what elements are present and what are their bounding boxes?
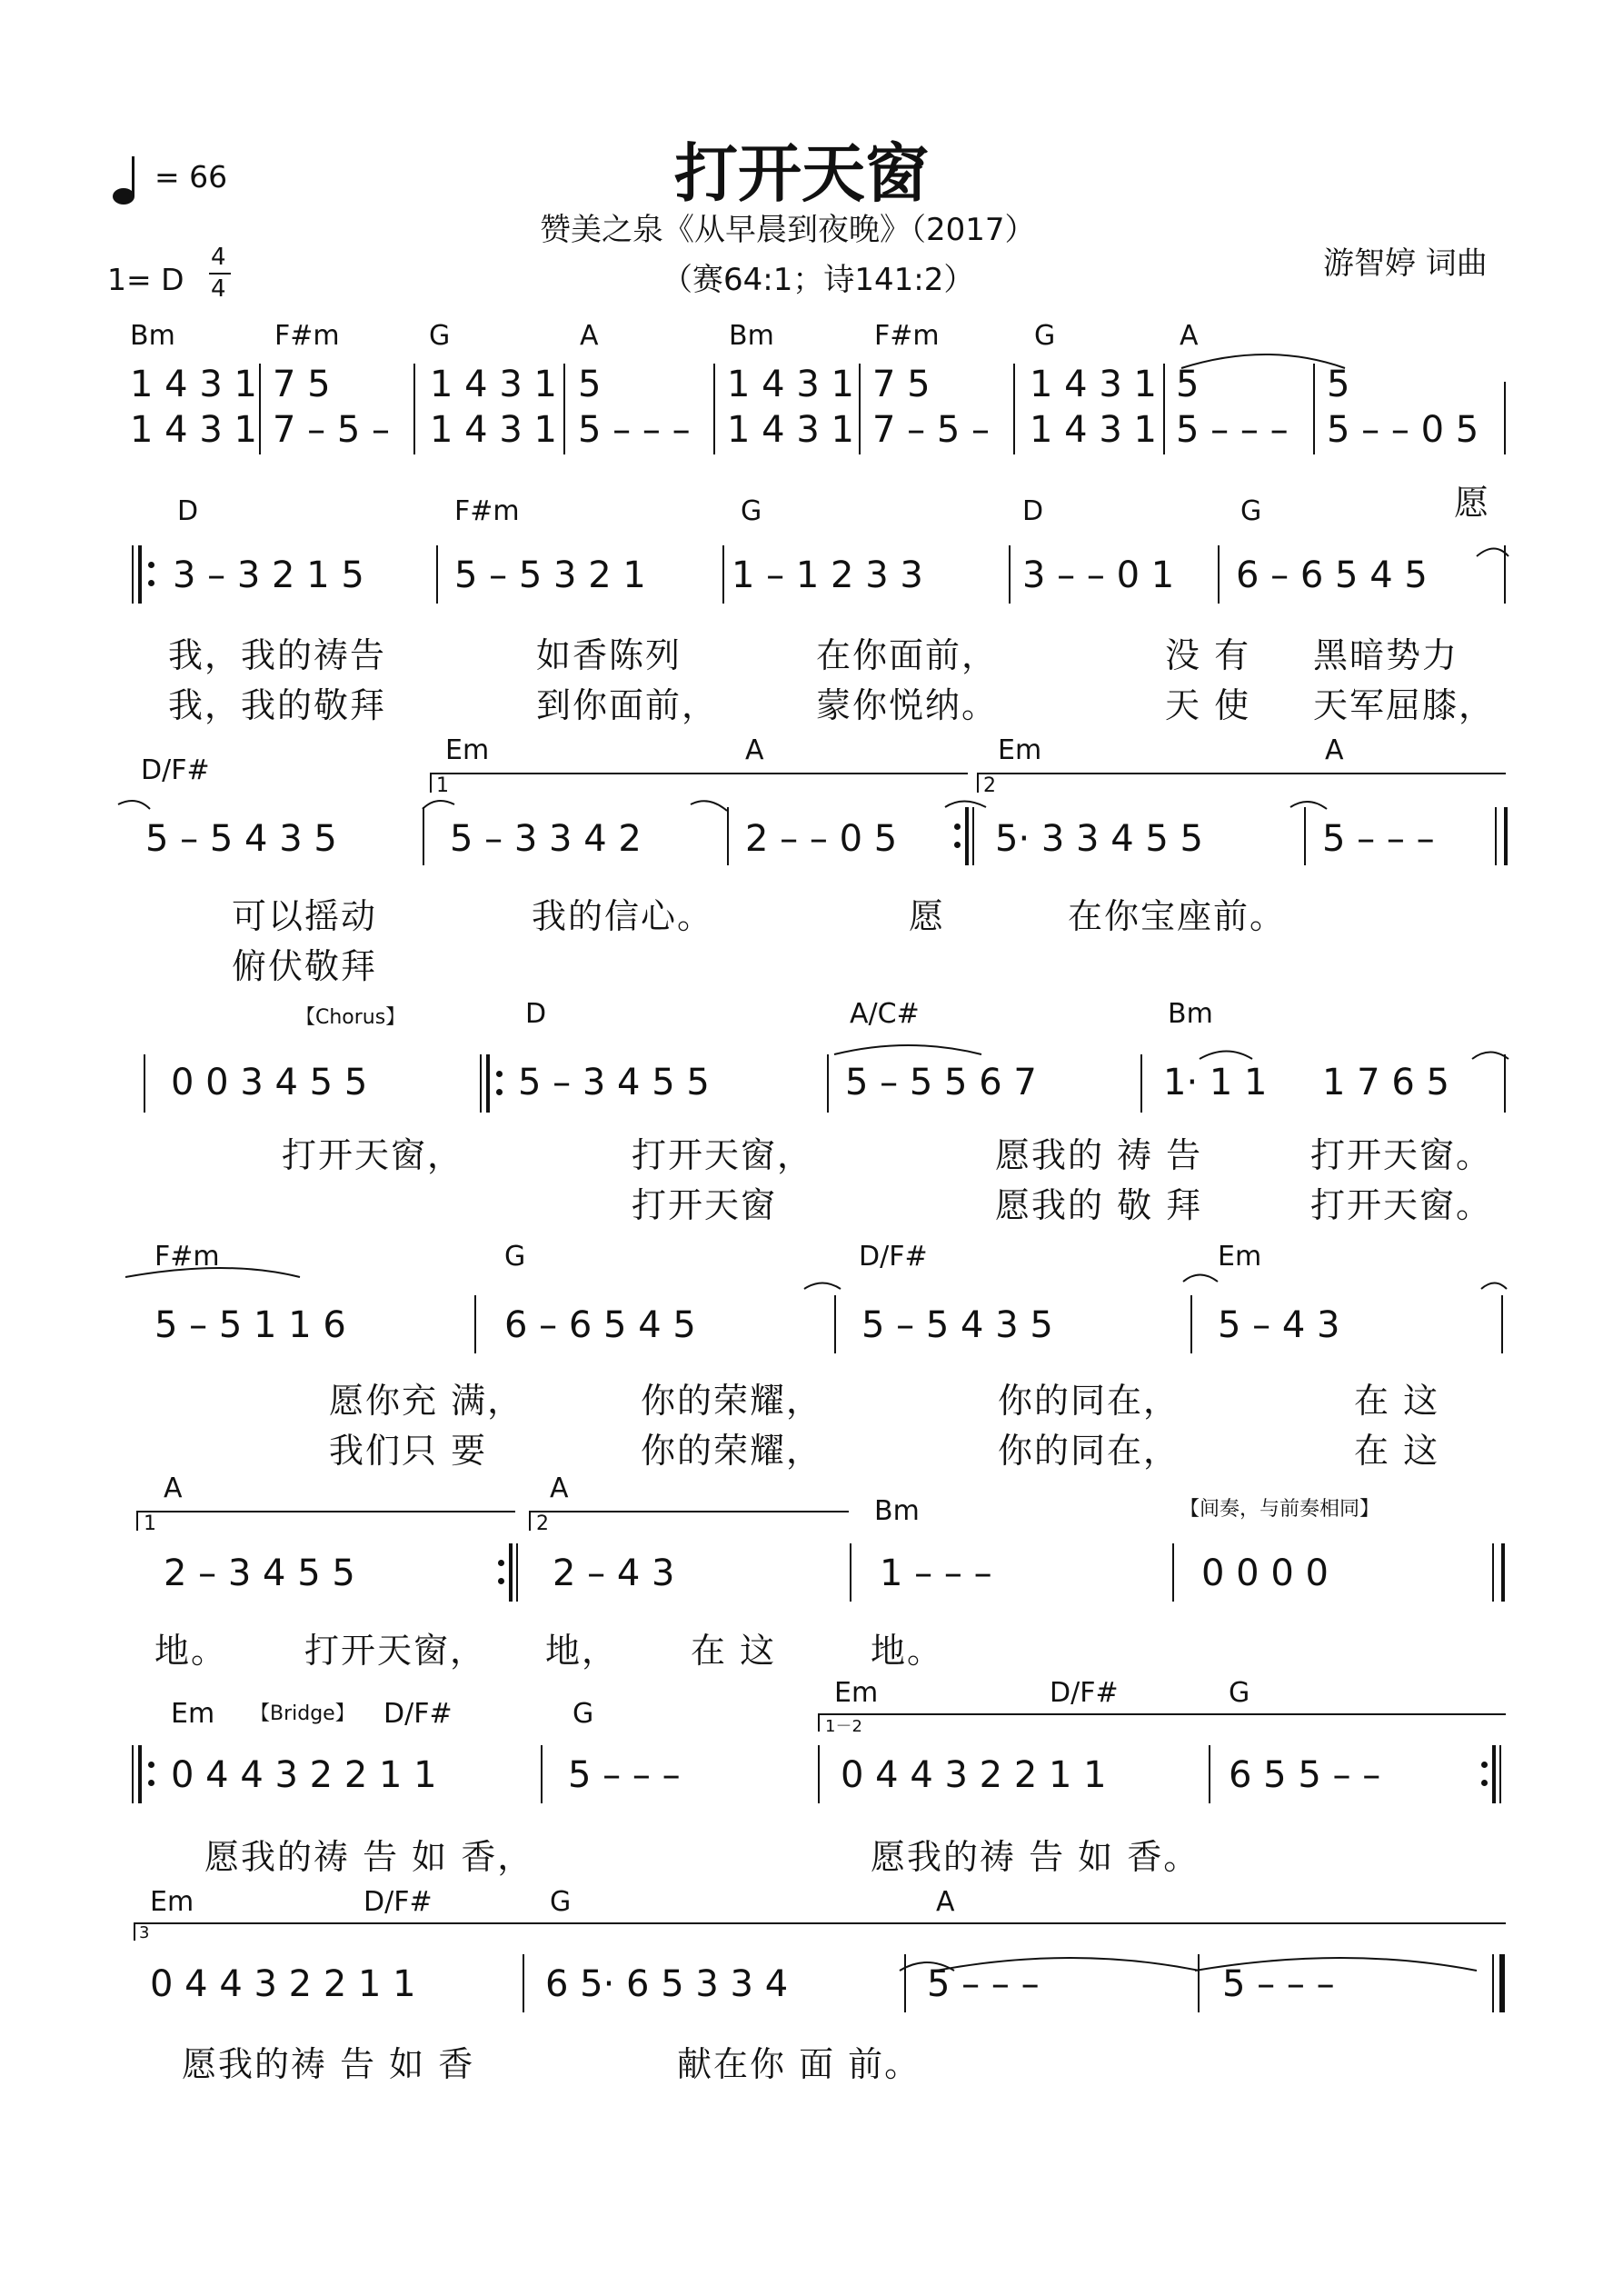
lyric: 可以摇动 [232, 896, 378, 936]
note-group: 6 5· 6 5 3 3 4 [545, 1963, 789, 2005]
key-signature: 1= D [107, 262, 184, 297]
subtitle: 赞美之泉《从早晨到夜晚》（2017） [540, 212, 1036, 248]
note-group: 1 4 3 1 [1030, 364, 1157, 405]
note-group: 1 4 3 1 [130, 409, 257, 451]
note-group: 5 – 5 5 6 7 [845, 1062, 1037, 1103]
section-label-chorus: 【Chorus】 [295, 1006, 406, 1029]
chord: G [1034, 320, 1056, 352]
lyric: 在 这 [1354, 1431, 1440, 1471]
note-group: 0 4 4 3 2 2 1 1 [171, 1754, 437, 1796]
note-group: 2 – 3 4 5 5 [164, 1552, 355, 1594]
note-group: 0 4 4 3 2 2 1 1 [841, 1754, 1107, 1796]
note-group: 5 – 5 1 1 6 [154, 1304, 346, 1346]
note-group: 5 – – – [1176, 409, 1289, 451]
lyric: 愿我的 祷 告 [995, 1135, 1203, 1175]
lyric: 到你面前， [536, 685, 719, 725]
note-group: 6 – 6 5 4 5 [504, 1304, 696, 1346]
note-group: 1 4 3 1 [430, 409, 557, 451]
lyric: 我的信心。 [532, 896, 714, 936]
lyric: 我，我的敬拜 [168, 685, 387, 725]
pickup-lyric: 愿 [1454, 483, 1491, 523]
note-group: 5 [578, 364, 602, 405]
note-group: 7 – 5 – [872, 409, 991, 451]
note-group: 1 4 3 1 [130, 364, 257, 405]
note-group: 5 – – – [578, 409, 691, 451]
note-group: 5 – – – [1322, 818, 1435, 860]
chord: Bm [874, 1495, 920, 1527]
lyric: 在 这 [691, 1631, 777, 1671]
chord: A [164, 1472, 183, 1504]
lyric: 愿我的祷 告 如 香 [182, 2044, 475, 2084]
note-group: 1 4 3 1 [1030, 409, 1157, 451]
note-group: 5 – 5 4 3 5 [861, 1304, 1053, 1346]
composer-credit: 游智婷 词曲 [1323, 245, 1488, 282]
note-group: 7 5 [872, 364, 931, 405]
chord: A [936, 1886, 955, 1918]
lyric: 我们只 要 [329, 1431, 488, 1471]
chord: D [1022, 495, 1044, 527]
chord: G [550, 1886, 572, 1918]
note-group: 5 – – – [927, 1963, 1040, 2005]
volta-number: 1 [144, 1512, 156, 1535]
lyric: 你的同在， [998, 1431, 1180, 1471]
lyric: 愿 [909, 896, 946, 936]
chord: F#m [154, 1241, 220, 1273]
chord: G [504, 1241, 526, 1273]
chord: G [741, 495, 762, 527]
chord: Em [1218, 1241, 1262, 1273]
lyric: 黑暗势力 [1313, 635, 1459, 675]
volta-number: 1－2 [825, 1717, 862, 1736]
lyric: 你的荣耀， [641, 1381, 823, 1421]
note-group: 5 – 3 3 4 2 [450, 818, 642, 860]
volta-number: 2 [536, 1512, 549, 1535]
lyric: 打开天窗， [632, 1135, 814, 1175]
note-group: 6 – 6 5 4 5 [1236, 554, 1428, 596]
note-group: 3 – – 0 1 [1022, 554, 1175, 596]
scripture-ref: （赛64:1；诗141:2） [662, 262, 975, 298]
lyric: 地。 [154, 1631, 228, 1671]
lyric: 愿我的祷 告 如 香， [204, 1837, 534, 1877]
lyric: 献在你 面 前。 [677, 2044, 921, 2084]
note-group: 5 – – – [568, 1754, 681, 1796]
lyric: 打开天窗。 [1310, 1135, 1493, 1175]
lyric: 没 有 [1165, 635, 1251, 675]
lyric: 天 使 [1165, 685, 1251, 725]
lyric: 打开天窗， [282, 1135, 464, 1175]
note-group: 1 4 3 1 [430, 364, 557, 405]
chord: Bm [130, 320, 175, 352]
time-signature-bottom: 4 [211, 275, 226, 303]
note-group: 1 7 6 5 [1322, 1062, 1449, 1103]
chord: D/F# [363, 1886, 433, 1918]
lyric: 打开天窗 [632, 1185, 778, 1225]
note-group: 1 4 3 1 [727, 364, 854, 405]
lyric: 打开天窗， [304, 1631, 487, 1671]
chord: Bm [729, 320, 774, 352]
note-group: 3 – 3 2 1 5 [173, 554, 364, 596]
section-label-interlude: 【间奏，与前奏相同】 [1180, 1498, 1380, 1521]
chord: D/F# [141, 754, 210, 786]
note-group: 2 – – 0 5 [745, 818, 898, 860]
lyric: 在你宝座前。 [1068, 896, 1287, 936]
chord: A [1180, 320, 1199, 352]
note-group: 5 – 3 4 5 5 [518, 1062, 710, 1103]
lyric: 在 这 [1354, 1381, 1440, 1421]
lyric: 打开天窗。 [1310, 1185, 1493, 1225]
chord: Em [834, 1677, 879, 1709]
chord: G [573, 1698, 594, 1730]
note-group: 5 – – 0 5 [1327, 409, 1479, 451]
chord: A [550, 1472, 569, 1504]
chord: F#m [274, 320, 340, 352]
chord: G [1240, 495, 1262, 527]
chord: Em [150, 1886, 194, 1918]
note-group: 5 [1176, 364, 1200, 405]
chord: Em [445, 734, 490, 766]
lyric: 地， [545, 1631, 619, 1671]
song-title: 打开天窗 [674, 136, 929, 211]
lyric: 天军屈膝， [1313, 685, 1496, 725]
chord: F#m [454, 495, 520, 527]
note-group: 5· 3 3 4 5 5 [995, 818, 1203, 860]
chord: Bm [1168, 998, 1213, 1030]
note-group: 5 [1327, 364, 1350, 405]
chord: A [1325, 734, 1344, 766]
note-group: 7 – 5 – [273, 409, 391, 451]
lyric: 我，我的祷告 [168, 635, 387, 675]
note-group: 1 – – – [880, 1552, 992, 1594]
lyric: 地。 [871, 1631, 944, 1671]
chord: Em [171, 1698, 215, 1730]
note-group: 5 – – – [1222, 1963, 1335, 2005]
lyric: 愿你充 满， [329, 1381, 524, 1421]
lyric: 如香陈列 [536, 635, 682, 675]
time-signature-top: 4 [211, 244, 226, 271]
lyric: 愿我的 敬 拜 [995, 1185, 1203, 1225]
note-group: 5 – 4 3 [1218, 1304, 1340, 1346]
chord: G [429, 320, 451, 352]
chord: Em [998, 734, 1042, 766]
tempo-marking: = 66 [154, 159, 228, 195]
note-group: 0 0 3 4 5 5 [171, 1062, 368, 1103]
chord: G [1229, 1677, 1250, 1709]
volta-number: 3 [139, 1923, 150, 1942]
lyric: 你的荣耀， [641, 1431, 823, 1471]
note-group: 5 – 5 3 2 1 [454, 554, 646, 596]
chord: A [745, 734, 764, 766]
note-group: 1· 1 1 [1163, 1062, 1268, 1103]
note-group: 1 – 1 2 3 3 [732, 554, 923, 596]
section-label-bridge: 【Bridge】 [250, 1702, 355, 1725]
note-group: 5 – 5 4 3 5 [145, 818, 337, 860]
volta-number: 2 [983, 774, 996, 797]
chord: D/F# [1050, 1677, 1119, 1709]
note-group: 7 5 [273, 364, 331, 405]
volta-number: 1 [436, 774, 449, 797]
lyric: 俯伏敬拜 [232, 946, 378, 986]
chord: D/F# [383, 1698, 453, 1730]
note-group: 1 4 3 1 [727, 409, 854, 451]
note-group: 2 – 4 3 [553, 1552, 675, 1594]
chord: A/C# [850, 998, 920, 1030]
chord: D [177, 495, 199, 527]
note-group: 0 4 4 3 2 2 1 1 [150, 1963, 416, 2005]
lyric: 愿我的祷 告 如 香。 [871, 1837, 1200, 1877]
chord: F#m [874, 320, 940, 352]
chord: A [580, 320, 599, 352]
lyric: 在你面前， [816, 635, 999, 675]
lyric: 你的同在， [998, 1381, 1180, 1421]
lyric: 蒙你悦纳。 [816, 685, 999, 725]
note-group: 0 0 0 0 [1201, 1552, 1329, 1594]
chord: D [525, 998, 547, 1030]
chord: D/F# [859, 1241, 928, 1273]
note-group: 6 5 5 – – [1229, 1754, 1381, 1796]
